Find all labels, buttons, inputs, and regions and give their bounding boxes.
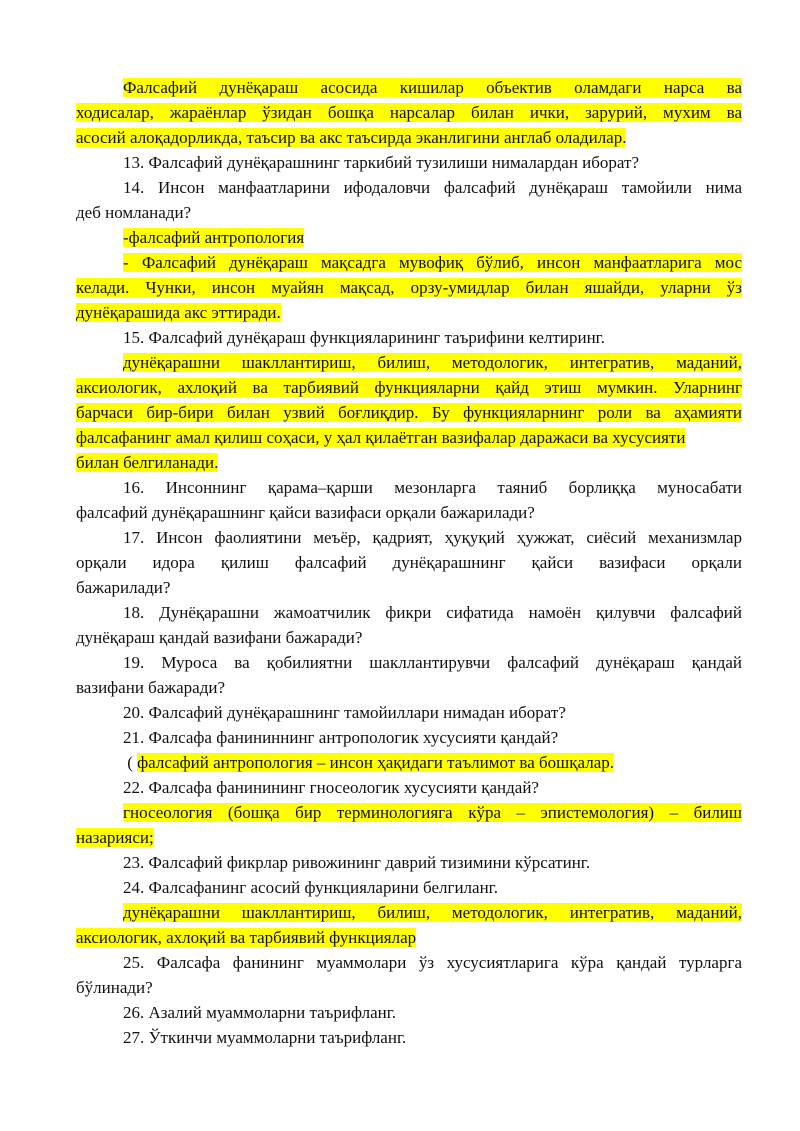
question-13: 13. Фалсафий дунёқарашнинг таркибий тузилиши нималардан иборат? — [123, 153, 639, 172]
text-line — [76, 126, 626, 150]
text-line: орқали идора қилиш фалсафий дунёқарашнинг қайси вазифаси орқали — [76, 553, 742, 572]
text-line: бажарилади? — [76, 578, 171, 597]
text-line — [123, 251, 742, 275]
text-line — [76, 826, 154, 850]
question-20: 20. Фалсафий дунёқарашнинг тамойиллари нимадан иборат? — [123, 703, 566, 722]
question-22: 22. Фалсафа фанинининг гносеологик хусусияти қандай? — [123, 778, 539, 797]
question-15: 15. Фалсафий дунёқараш функцияларининг таърифини келтиринг. — [123, 328, 605, 347]
highlighted-text: - Фалсафий дунёқараш мақсадга мувофиқ бўлиб, инсон манфаатларига мос — [123, 253, 742, 272]
text-line — [123, 226, 304, 250]
text-line — [123, 801, 742, 825]
question-27: 27. Ўткинчи муаммоларни таърифланг. — [123, 1028, 407, 1047]
highlighted-text: Фалсафий дунёқараш асосида кишилар объектив оламдаги нарса ва — [123, 78, 742, 97]
highlighted-text: аксиологик, ахлоқий ва тарбиявий функциялар — [76, 928, 417, 947]
question-21: 21. Фалсафа фанининнинг антропологик хусусияти қандай? — [123, 728, 559, 747]
highlighted-text: билан белгиланади. — [76, 453, 219, 472]
text-line — [123, 76, 742, 100]
text-line — [76, 301, 281, 325]
highlighted-text: асосий алоқадорликда, таъсир ва акс таъсирда эканлигини англаб оладилар. — [76, 128, 627, 147]
text-line: бўлинади? — [76, 978, 153, 997]
highlighted-text: дунёқарашида акс эттиради. — [76, 303, 281, 322]
highlighted-text: фалсафанинг амал қилиш соҳаси, у ҳал қилаётган вазифалар даражаси ва хусусияти — [76, 428, 686, 447]
question-19: 19. Муроса ва қобилиятни шакллантирувчи фалсафий дунёқараш қандай — [123, 653, 742, 672]
text-line — [76, 426, 685, 450]
question-23: 23. Фалсафий фикрлар ривожининг даврий тизимини кўрсатинг. — [123, 853, 591, 872]
text-line — [76, 401, 742, 425]
highlighted-text: барчаси бир-бири билан узвий боғлиқдир. Бу функцияларнинг роли ва аҳамияти — [76, 403, 742, 422]
text-line — [123, 901, 742, 925]
question-26: 26. Азалий муаммоларни таърифланг. — [123, 1003, 397, 1022]
text-line: фалсафий дунёқарашнинг қайси вазифаси орқали бажарилади? — [76, 503, 535, 522]
highlighted-text: назарияси; — [76, 828, 154, 847]
text-line — [76, 451, 218, 475]
text-line — [76, 376, 742, 400]
highlighted-text: аксиологик, ахлоқий ва тарбиявий функцияларни қайд этиш мумкин. Уларнинг — [76, 378, 742, 397]
text-line — [76, 276, 742, 300]
highlighted-text: фалсафий антропология – инсон ҳақидаги таълимот ва бошқалар. — [137, 753, 614, 772]
question-17: 17. Инсон фаолиятини меъёр, қадрият, ҳуқуқий ҳужжат, сиёсий механизмлар — [123, 528, 742, 547]
text-line — [76, 926, 416, 950]
highlighted-text: дунёқарашни шакллантириш, билиш, методологик, интегратив, маданий, — [123, 903, 742, 922]
highlighted-text: дунёқарашни шакллантириш, билиш, методологик, интегратив, маданий, — [123, 353, 742, 372]
highlighted-text: ходисалар, жараёнлар ўзидан бошқа нарсалар билан ички, зарурий, мухим ва — [76, 103, 742, 122]
question-24: 24. Фалсафанинг асосий функцияларини белгиланг. — [123, 878, 498, 897]
text-line — [123, 351, 742, 375]
text-line — [123, 751, 614, 775]
text-line — [76, 101, 742, 125]
highlighted-text: -фалсафий антропология — [123, 228, 305, 247]
question-14: 14. Инсон манфаатларини ифодаловчи фалсафий дунёқараш тамойили нима — [123, 178, 742, 197]
plain-text: ( — [123, 753, 138, 772]
highlighted-text: гносеология (бошқа бир терминологияга кўра – эпистемология) – билиш — [123, 803, 742, 822]
text-line: вазифани бажаради? — [76, 678, 225, 697]
question-18: 18. Дунёқарашни жамоатчилик фикри сифатида намоён қилувчи фалсафий — [123, 603, 742, 622]
text-line: деб номланади? — [76, 203, 192, 222]
question-25: 25. Фалсафа фанининг муаммолари ўз хусусиятларига кўра қандай турларга — [123, 953, 742, 972]
text-line: дунёқараш қандай вазифани бажаради? — [76, 628, 363, 647]
highlighted-text: келади. Чунки, инсон муайян мақсад, орзу-умидлар билан яшайди, уларни ўз — [76, 278, 742, 297]
question-16: 16. Инсоннинг қарама–қарши мезонларга таяниб борлиққа муносабати — [123, 478, 742, 497]
